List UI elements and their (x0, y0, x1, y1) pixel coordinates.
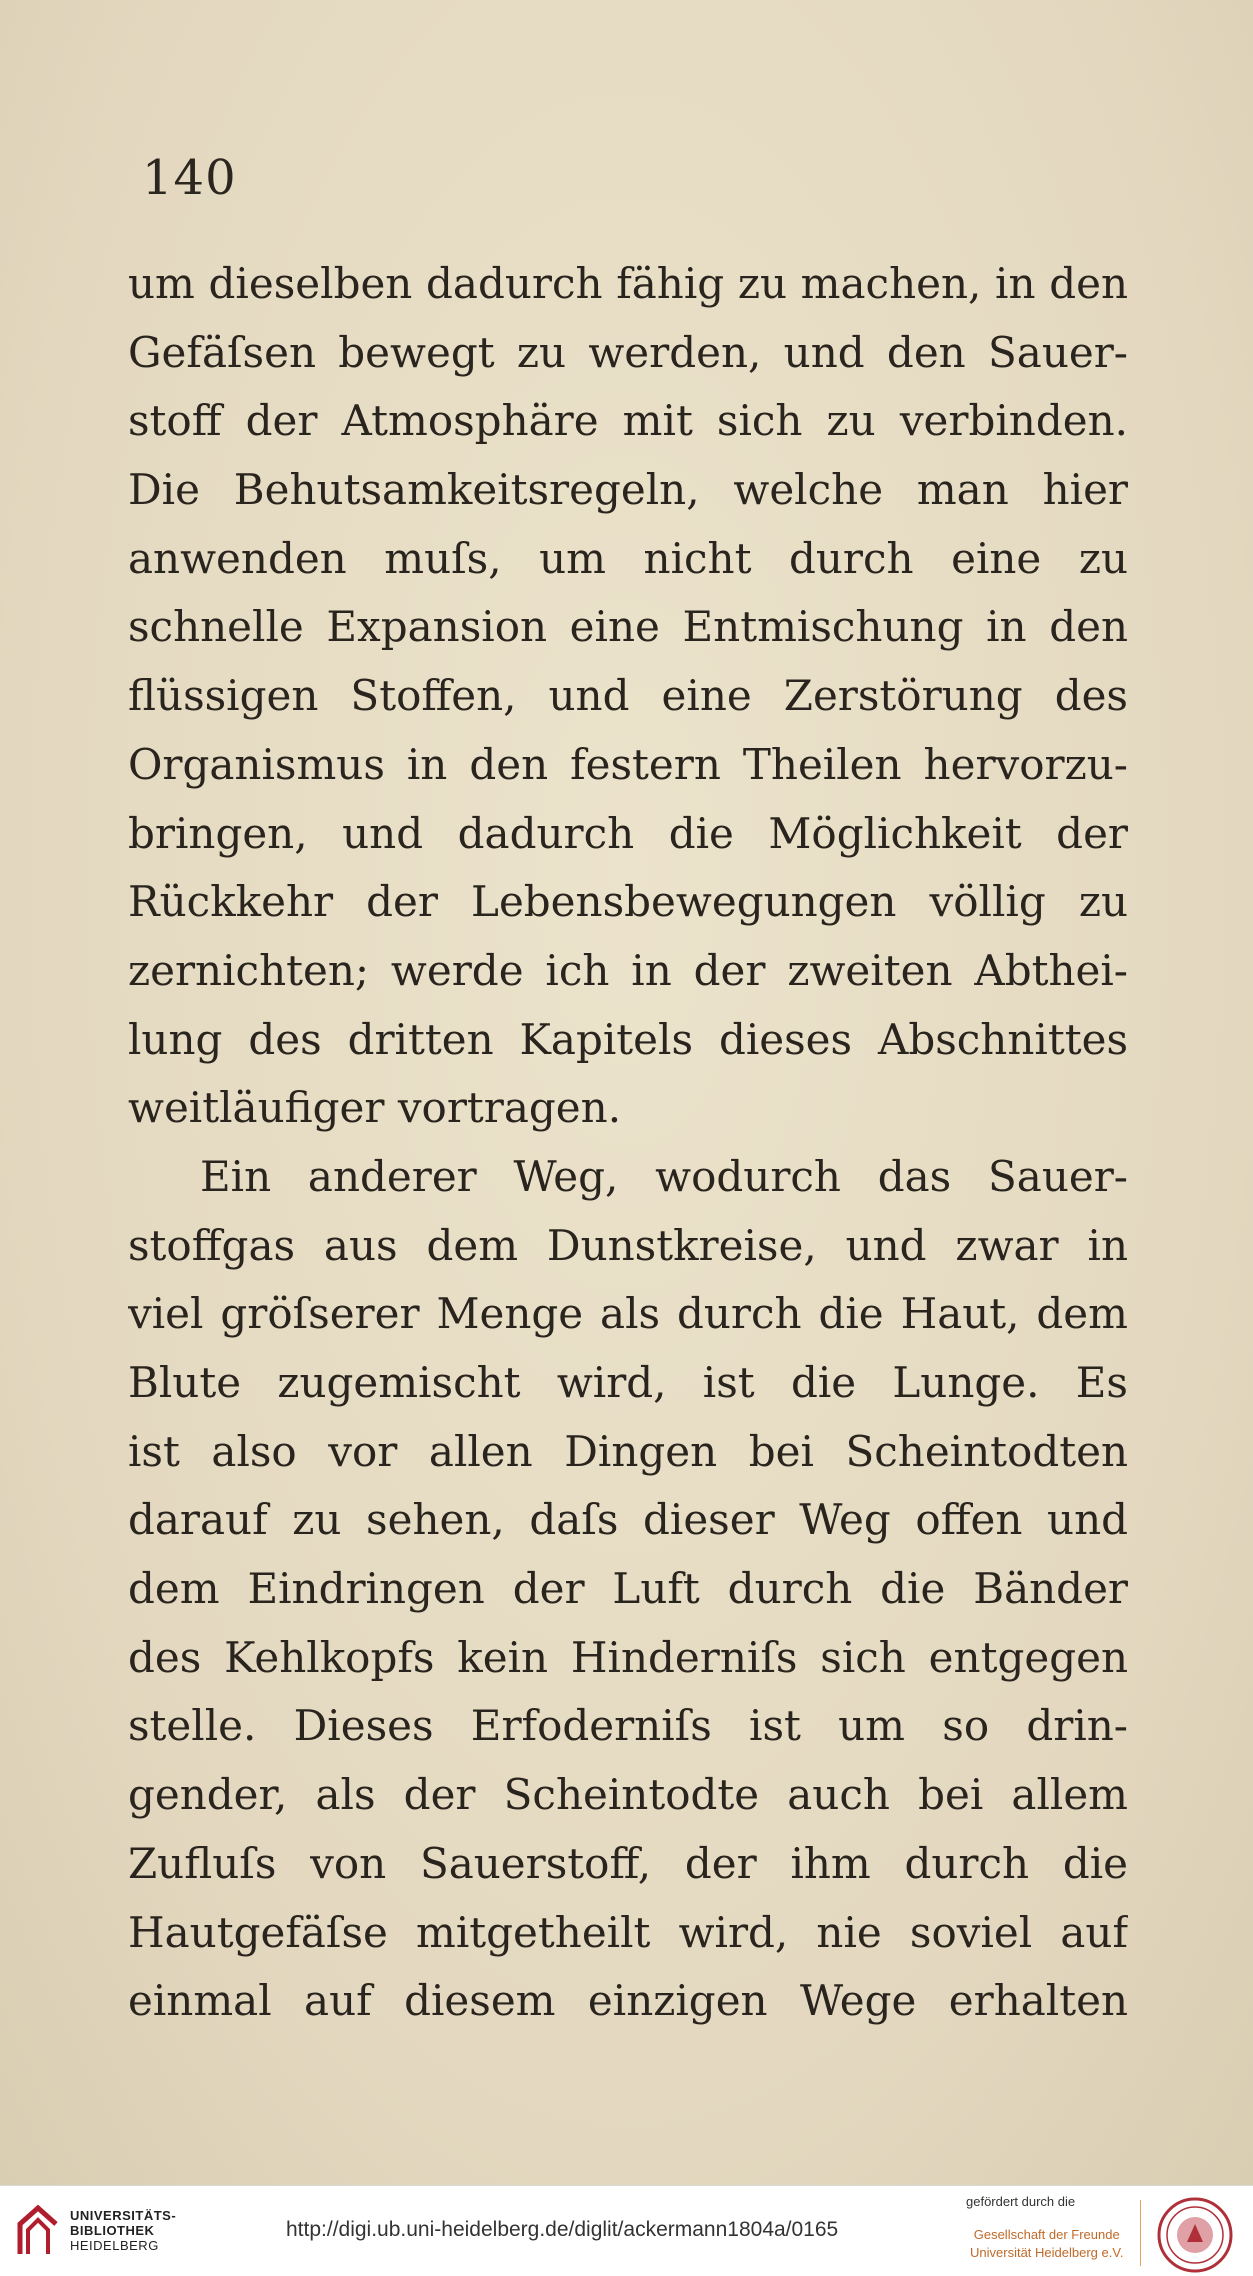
text-line: Blute zugemischt wird, ist die Lunge. Es (128, 1358, 1128, 1407)
text-line: bringen, und dadurch die Möglichkeit der (128, 808, 1128, 858)
text-line: stelle. Dieses Erfoderniſs ist um so drin- (128, 1701, 1128, 1751)
text-line: viel gröſserer Menge als durch die Haut, dem (128, 1289, 1128, 1339)
text-line: weitläufiger vortragen. (128, 1083, 622, 1133)
text-line: flüssigen Stoffen, und eine Zerstörung des (128, 671, 1128, 721)
body-text (128, 250, 1128, 2036)
sponsor-name-line: Universität Heidelberg e.V. (970, 2245, 1124, 2260)
text-line: lung des dritten Kapitels dieses Abschnittes (128, 1014, 1128, 1064)
text-line: schnelle Expansion eine Entmischung in den (128, 602, 1128, 652)
sponsor-name-line: Gesellschaft der Freunde (973, 2227, 1120, 2242)
university-library-logo-icon (14, 2204, 62, 2258)
page-number: 140 (142, 150, 237, 206)
text-line: stoff der Atmosphäre mit sich zu verbinden. (128, 396, 1128, 446)
text-line: Zufluſs von Sauerstoff, der ihm durch die (128, 1838, 1128, 1888)
text-line: stoffgas aus dem Dunstkreise, und zwar in (128, 1220, 1128, 1270)
text-line: Hautgefäſse mitgetheilt wird, nie soviel auf (128, 1907, 1128, 1957)
text-line: anwenden muſs, um nicht durch eine zu (128, 533, 1128, 583)
text-line: um dieselben dadurch fähig zu machen, in den (128, 259, 1128, 308)
text-line: Ein anderer Weg, wodurch das Sauer- (200, 1151, 1128, 1201)
library-name-line: UNIVERSITÄTS- (70, 2208, 177, 2223)
university-seal-icon (1156, 2196, 1234, 2274)
text-line: Organismus in den festern Theilen hervorzu- (128, 739, 1128, 789)
footer-bar (0, 2185, 1253, 2276)
text-line: des Kehlkopfs kein Hinderniſs sich entgegen (128, 1632, 1128, 1682)
permalink-url[interactable]: http://digi.ub.uni-heidelberg.de/diglit/ackermann1804a/0165 (286, 2218, 839, 2241)
text-line: zernichten; werde ich in der zweiten Abthei- (128, 945, 1128, 995)
text-line: gender, als der Scheintodte auch bei allem (128, 1770, 1128, 1820)
library-name-line: BIBLIOTHEK (70, 2223, 155, 2238)
text-line: einmal auf diesem einzigen Wege erhalten (128, 1976, 1128, 2026)
library-name-line: HEIDELBERG (70, 2238, 159, 2253)
text-line: Die Behutsamkeitsregeln, welche man hier (128, 465, 1128, 515)
text-line: dem Eindringen der Luft durch die Bänder (128, 1564, 1128, 1614)
text-line: darauf zu sehen, daſs dieser Weg offen und (128, 1495, 1128, 1545)
text-line: Rückkehr der Lebensbewegungen völlig zu (128, 877, 1128, 927)
sponsor-caption: gefördert durch die (966, 2194, 1076, 2209)
text-line: Gefäſsen bewegt zu werden, und den Sauer- (128, 327, 1128, 377)
sponsor-name (970, 2226, 1123, 2262)
text-line: ist also vor allen Dingen bei Scheintodten (128, 1426, 1128, 1476)
library-name (70, 2208, 176, 2253)
footer-divider (1140, 2200, 1141, 2266)
